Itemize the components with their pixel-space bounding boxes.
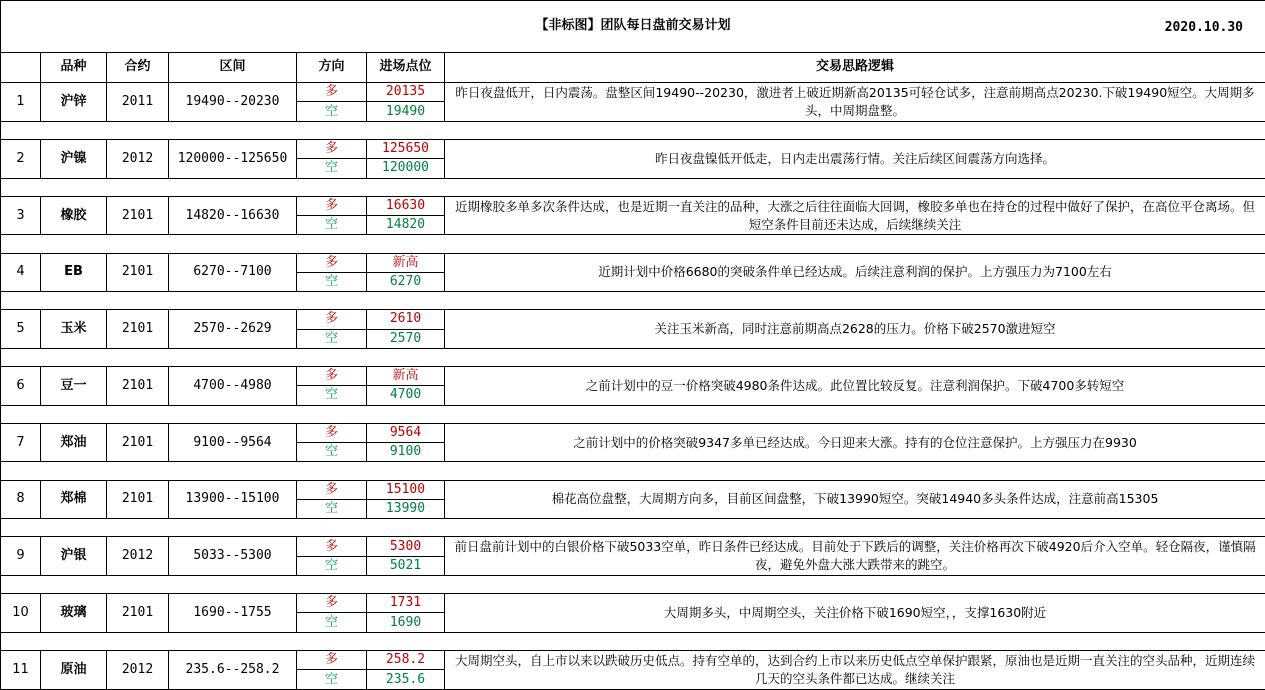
row-number: 1 [1, 83, 41, 122]
spacer-cell [1, 519, 1265, 537]
variety-cell: 沪锌 [41, 83, 107, 122]
range-cell: 1690--1755 [169, 594, 297, 633]
header-logic: 交易思路逻辑 [445, 52, 1265, 82]
logic-cell: 大周期多头，中周期空头，关注价格下破1690短空，，支撑1630附近 [445, 594, 1265, 633]
table-row [1, 83, 1265, 102]
contract-cell: 2101 [107, 594, 169, 633]
row-number: 6 [1, 367, 41, 406]
spacer-cell [1, 405, 1265, 423]
entry-long: 2610 [367, 310, 445, 329]
entry-short: 4700 [367, 386, 445, 405]
table-row [1, 253, 1265, 272]
spacer-cell [1, 575, 1265, 593]
direction-short: 空 [297, 386, 367, 405]
entry-long: 15100 [367, 480, 445, 499]
entry-short: 6270 [367, 272, 445, 291]
variety-cell: 沪银 [41, 537, 107, 576]
plan-date: 2020.10.30 [1164, 20, 1244, 35]
table-row [1, 423, 1265, 442]
direction-long: 多 [297, 139, 367, 158]
entry-long: 5300 [367, 537, 445, 556]
row-number: 3 [1, 196, 41, 235]
contract-cell: 2012 [107, 139, 169, 178]
spacer-row [1, 405, 1265, 423]
header-entry: 进场点位 [367, 52, 445, 82]
header-variety: 品种 [41, 52, 107, 82]
direction-short: 空 [297, 102, 367, 121]
spacer-row [1, 292, 1265, 310]
contract-cell: 2012 [107, 537, 169, 576]
direction-short: 空 [297, 329, 367, 348]
row-number: 11 [1, 651, 41, 690]
direction-long: 多 [297, 423, 367, 442]
direction-long: 多 [297, 83, 367, 102]
table-row [1, 139, 1265, 158]
direction-long: 多 [297, 196, 367, 215]
entry-short: 5021 [367, 556, 445, 575]
header-contract: 合约 [107, 52, 169, 82]
table-row [1, 196, 1265, 215]
row-number: 4 [1, 253, 41, 292]
entry-short: 14820 [367, 216, 445, 235]
entry-long: 20135 [367, 83, 445, 102]
entry-long: 125650 [367, 139, 445, 158]
entry-long: 16630 [367, 196, 445, 215]
spacer-cell [1, 235, 1265, 253]
variety-cell: 玉米 [41, 310, 107, 349]
contract-cell: 2101 [107, 310, 169, 349]
sheet-title: 【非标图】团队每日盘前交易计划 [535, 18, 731, 34]
row-number: 8 [1, 480, 41, 519]
spacer-cell [1, 462, 1265, 480]
spacer-row [1, 121, 1265, 139]
logic-cell: 大周期空头，自上市以来以跌破历史低点。持有空单的，达到合约上市以来历史低点空单保护跟紧，原油也是近期一直关注的空头品种，近期连续几天的空头条件都已达成。继续关注 [445, 651, 1265, 690]
contract-cell: 2011 [107, 83, 169, 122]
direction-long: 多 [297, 651, 367, 670]
header-row [1, 52, 1265, 82]
logic-cell: 关注玉米新高，同时注意前期高点2628的压力。价格下破2570激进短空 [445, 310, 1265, 349]
entry-short: 9100 [367, 443, 445, 462]
table-row [1, 651, 1265, 670]
direction-short: 空 [297, 216, 367, 235]
table-row [1, 367, 1265, 386]
variety-cell: EB [41, 253, 107, 292]
table-row [1, 480, 1265, 499]
header-range: 区间 [169, 52, 297, 82]
variety-cell: 沪镍 [41, 139, 107, 178]
direction-short: 空 [297, 670, 367, 690]
entry-short: 1690 [367, 613, 445, 632]
spacer-cell [1, 121, 1265, 139]
range-cell: 6270--7100 [169, 253, 297, 292]
spacer-row [1, 575, 1265, 593]
logic-cell: 昨日夜盘低开，日内震荡。盘整区间19490--20230，激进者上破近期新高20135可轻仓试多，注意前期高点20230.下破19490短空。大周期多头，中周期盘整。 [445, 83, 1265, 122]
spacer-row [1, 235, 1265, 253]
range-cell: 120000--125650 [169, 139, 297, 178]
table-row [1, 310, 1265, 329]
logic-cell: 近期计划中价格6680的突破条件单已经达成。后续注意利润的保护。上方强压力为7100左右 [445, 253, 1265, 292]
entry-long: 新高 [367, 253, 445, 272]
logic-cell: 之前计划中的价格突破9347多单已经达成。今日迎来大涨。持有的仓位注意保护。上方强压力在9930 [445, 423, 1265, 462]
variety-cell: 郑油 [41, 423, 107, 462]
contract-cell: 2012 [107, 651, 169, 690]
logic-cell: 近期橡胶多单多次条件达成，也是近期一直关注的品种，大涨之后往往面临大回调，橡胶多单也在持仓的过程中做好了保护，在高位平仓离场。但短空条件目前还未达成，后续继续关注 [445, 196, 1265, 235]
variety-cell: 玻璃 [41, 594, 107, 633]
direction-short: 空 [297, 443, 367, 462]
row-number: 10 [1, 594, 41, 633]
direction-long: 多 [297, 480, 367, 499]
table-row [1, 537, 1265, 556]
direction-short: 空 [297, 499, 367, 518]
direction-short: 空 [297, 556, 367, 575]
spacer-row [1, 462, 1265, 480]
entry-long: 新高 [367, 367, 445, 386]
entry-long: 9564 [367, 423, 445, 442]
contract-cell: 2101 [107, 367, 169, 406]
direction-long: 多 [297, 367, 367, 386]
sheet-title-cell [1, 1, 1265, 53]
header-direction: 方向 [297, 52, 367, 82]
direction-long: 多 [297, 594, 367, 613]
contract-cell: 2101 [107, 423, 169, 462]
spacer-cell [1, 292, 1265, 310]
direction-short: 空 [297, 613, 367, 632]
range-cell: 19490--20230 [169, 83, 297, 122]
range-cell: 9100--9564 [169, 423, 297, 462]
direction-long: 多 [297, 253, 367, 272]
variety-cell: 豆一 [41, 367, 107, 406]
entry-long: 1731 [367, 594, 445, 613]
row-number: 2 [1, 139, 41, 178]
contract-cell: 2101 [107, 253, 169, 292]
range-cell: 13900--15100 [169, 480, 297, 519]
direction-short: 空 [297, 272, 367, 291]
direction-long: 多 [297, 310, 367, 329]
row-number: 5 [1, 310, 41, 349]
logic-cell: 昨日夜盘镍低开低走，日内走出震荡行情。关注后续区间震荡方向选择。 [445, 139, 1265, 178]
row-number: 7 [1, 423, 41, 462]
logic-cell: 之前计划中的豆一价格突破4980条件达成。此位置比较反复。注意利润保护。下破4700多转短空 [445, 367, 1265, 406]
range-cell: 5033--5300 [169, 537, 297, 576]
table-row [1, 594, 1265, 613]
spacer-row [1, 632, 1265, 650]
spacer-cell [1, 632, 1265, 650]
variety-cell: 郑棉 [41, 480, 107, 519]
spacer-cell [1, 348, 1265, 366]
range-cell: 2570--2629 [169, 310, 297, 349]
variety-cell: 原油 [41, 651, 107, 690]
range-cell: 235.6--258.2 [169, 651, 297, 690]
spacer-row [1, 178, 1265, 196]
row-number: 9 [1, 537, 41, 576]
entry-short: 13990 [367, 499, 445, 518]
header-no [1, 52, 41, 82]
contract-cell: 2101 [107, 196, 169, 235]
range-cell: 4700--4980 [169, 367, 297, 406]
variety-cell: 橡胶 [41, 196, 107, 235]
direction-long: 多 [297, 537, 367, 556]
logic-cell: 前日盘前计划中的白银价格下破5033空单，昨日条件已经达成。目前处于下跌后的调整，关注价格再次下破4920后介入空单。轻仓隔夜，谨慎隔夜，避免外盘大涨大跌带来的跳空。 [445, 537, 1265, 576]
spacer-row [1, 348, 1265, 366]
entry-short: 2570 [367, 329, 445, 348]
spacer-cell [1, 178, 1265, 196]
direction-short: 空 [297, 159, 367, 178]
spacer-row [1, 519, 1265, 537]
entry-short: 120000 [367, 159, 445, 178]
contract-cell: 2101 [107, 480, 169, 519]
logic-cell: 棉花高位盘整，大周期方向多，目前区间盘整，下破13990短空。突破14940多头条件达成，注意前高15305 [445, 480, 1265, 519]
range-cell: 14820--16630 [169, 196, 297, 235]
entry-short: 19490 [367, 102, 445, 121]
entry-long: 258.2 [367, 651, 445, 670]
entry-short: 235.6 [367, 670, 445, 690]
